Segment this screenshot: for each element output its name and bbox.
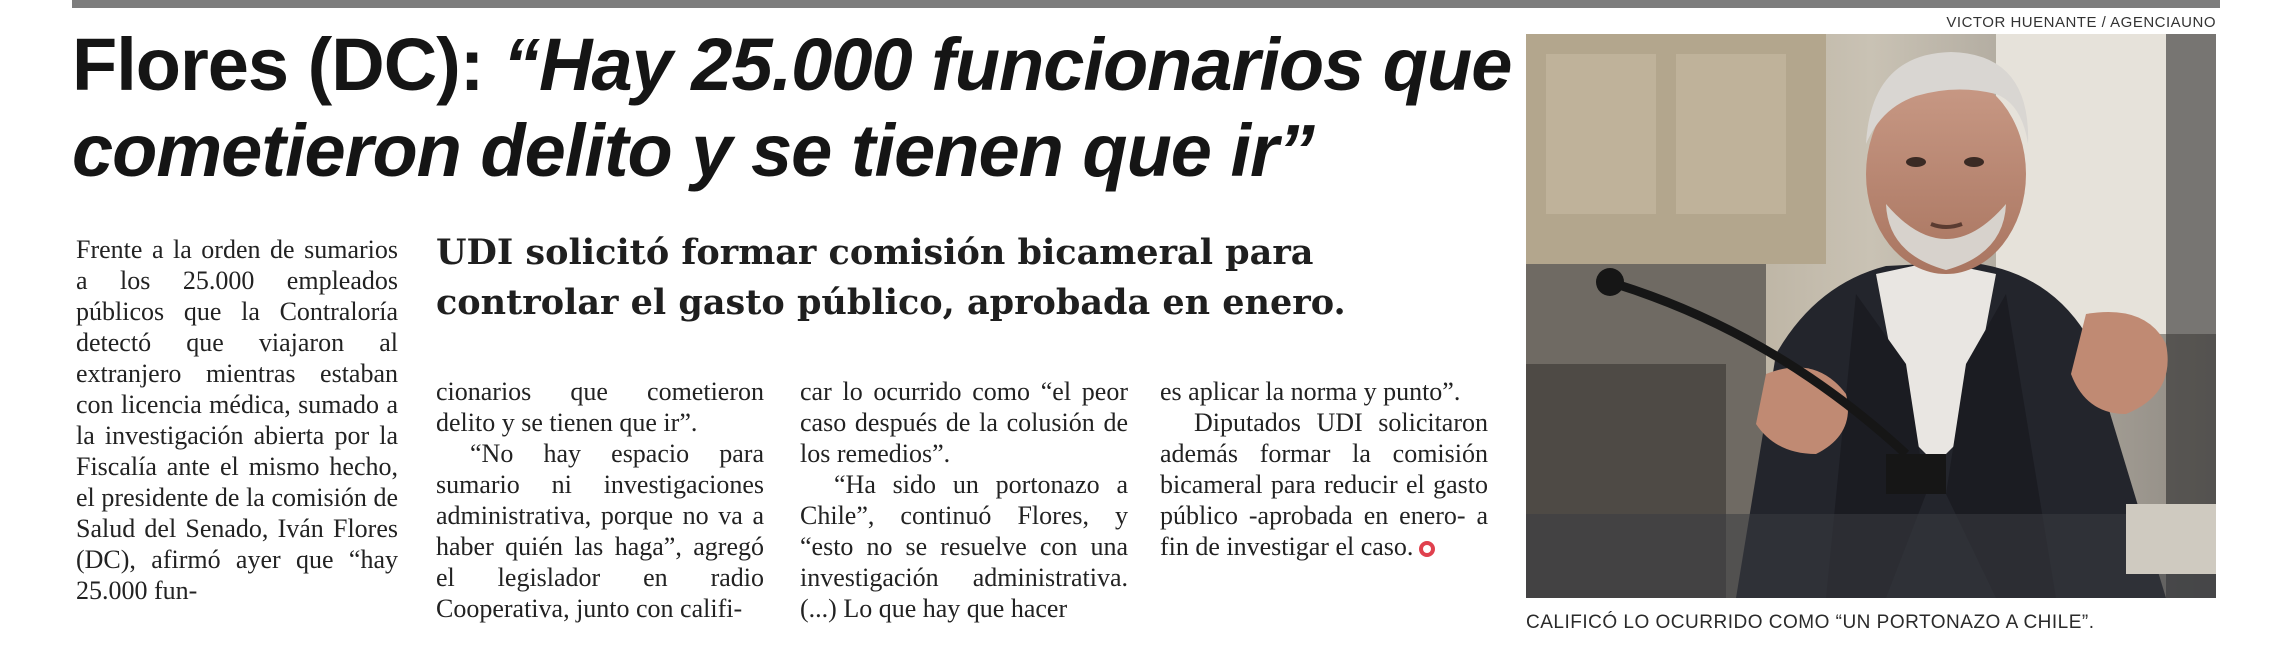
body-column-3 [800, 376, 1128, 624]
body-column-2 [436, 376, 764, 624]
body-column-4 [1160, 376, 1488, 562]
photo-of-speaker [1526, 34, 2216, 598]
top-rule [72, 0, 2220, 8]
paragraph-final [1160, 407, 1488, 562]
headline-lead: Flores (DC): [72, 23, 503, 106]
subheadline: UDI solicitó formar comisión bicameral para controlar el gasto público, aprobada en enero. [436, 232, 1346, 323]
paragraph: Frente a la orden de sumarios a los 25.000 empleados públicos que la Contraloría detectó que viajaron al extranjero mientras estaban con licencia médica, sumado a la investigación abierta por la Fiscalía ante el mismo hecho, el presidente de la comisión de Salud del Senado, Iván Flores (DC), afirmó ayer que “hay 25.000 fun- [76, 235, 398, 605]
paragraph: “Ha sido un portonazo a Chile”, continuó Flores, y “esto no se resuelve con una investigación administrativa. (...) Lo que hay que hacer [800, 470, 1128, 623]
headline [72, 22, 1512, 194]
paragraph: es aplicar la norma y punto”. [1160, 377, 1461, 406]
photo-caption: CALIFICÓ LO OCURRIDO COMO “UN PORTONAZO A CHILE”. [1526, 612, 2095, 633]
photo-illustration [1526, 34, 2216, 598]
paragraph: “No hay espacio para sumario ni investigaciones administrativa, porque no va a haber quién las haga”, agregó el legislador en radio Cooperativa, junto con califi- [436, 439, 764, 623]
paragraph: car lo ocurrido como “el peor caso después de la colusión de los remedios”. [800, 377, 1128, 468]
paragraph-text: Diputados UDI solicitaron además formar la comisión bicameral para reducir el gasto público -aprobada en enero- a fin de investigar el caso. [1160, 408, 1488, 561]
paragraph: cionarios que cometieron delito y se tienen que ir”. [436, 377, 764, 437]
photo-credit: VICTOR HUENANTE / AGENCIAUNO [1946, 14, 2216, 31]
body-column-1 [76, 234, 398, 606]
headline-quote: “Hay 25.000 funcionarios que cometieron delito y se tienen que ir” [72, 23, 1512, 192]
end-of-article-icon [1419, 541, 1435, 557]
